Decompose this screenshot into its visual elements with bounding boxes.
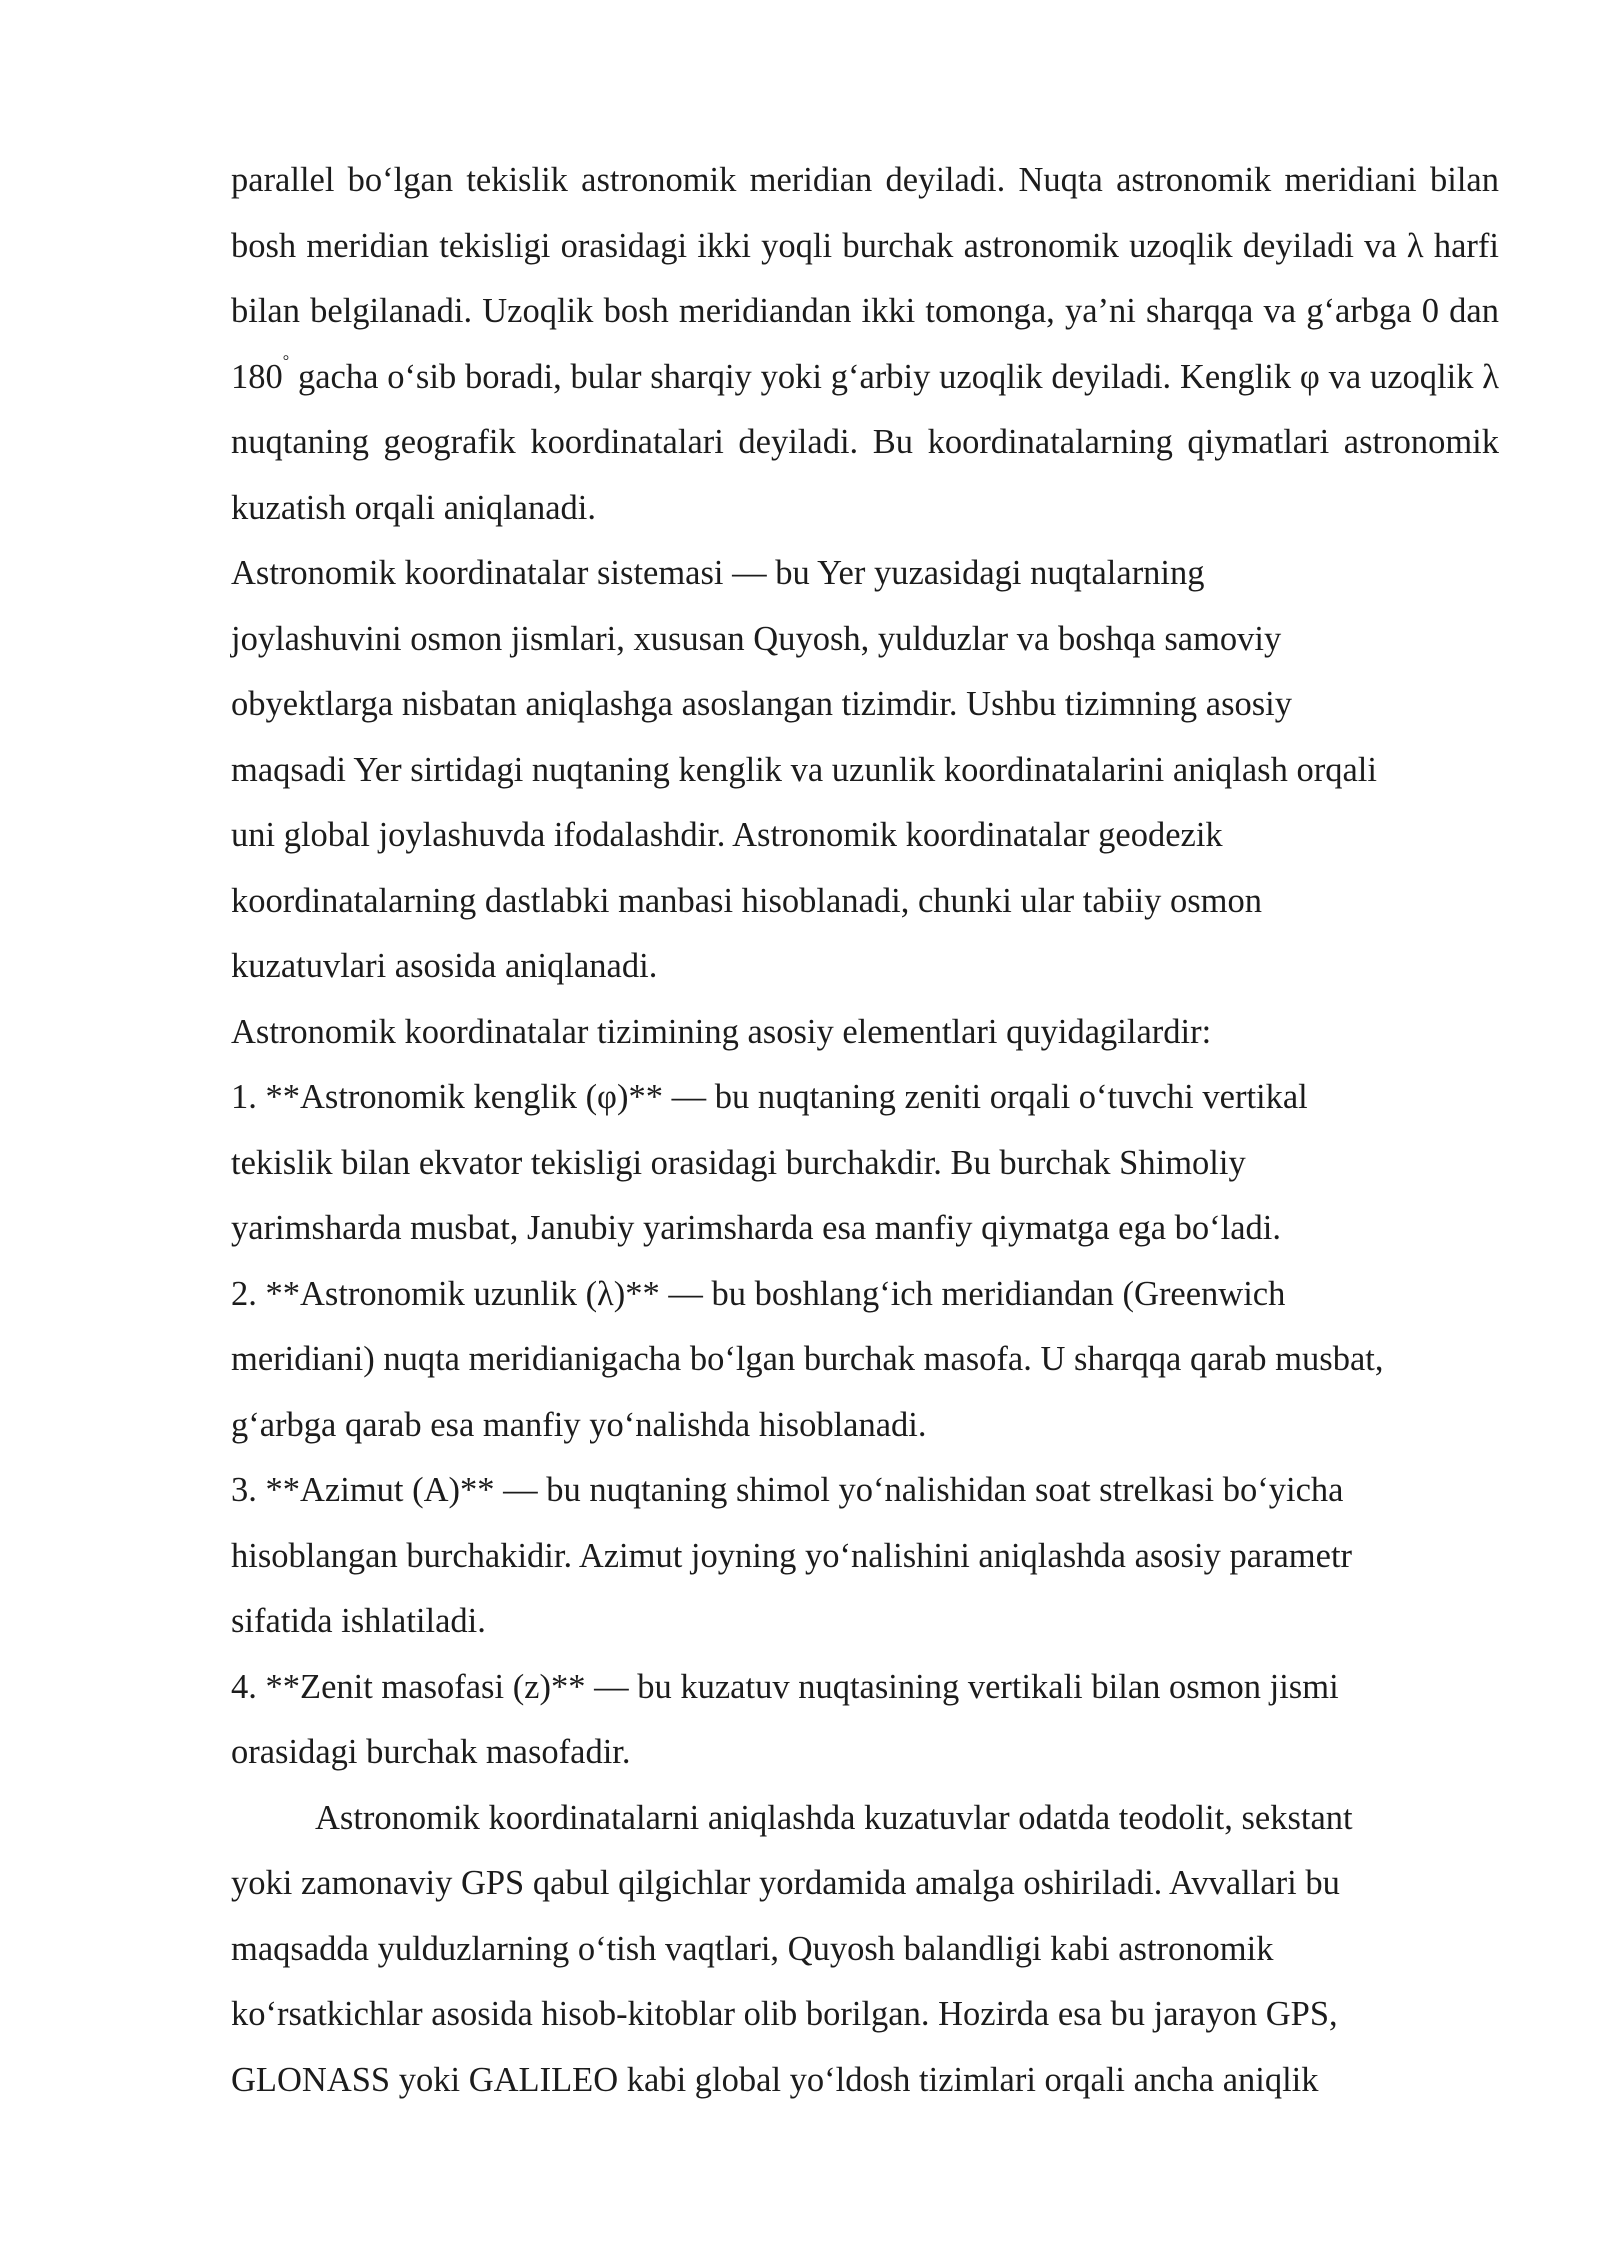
text-line: maqsadda yulduzlarning o‘tish vaqtlari, Quyosh balandligi kabi astronomik	[231, 1929, 1274, 1968]
text-line: orasidagi burchak masofadir.	[231, 1733, 631, 1771]
text-line: meridiani) nuqta meridianigacha bo‘lgan burchak masofa. U sharqqa qarab musbat,	[231, 1340, 1384, 1378]
paragraph-text-part1: parallel bo‘lgan tekislik astronomik meridian deyiladi. Nuqta astronomik meridiani bilan bosh meridian tekisligi orasidagi ikki yoqli burchak astronomik uzoqlik deyiladi va λ harfi bilan belgilanadi. Uzoqlik bosh meridiandan ikki tomonga, ya’ni sharqqa va g‘arbga 0 dan 180	[231, 161, 1499, 396]
text-line: tekislik bilan ekvator tekisligi orasidagi burchakdir. Bu burchak Shimoliy	[231, 1143, 1246, 1182]
document-body	[231, 148, 1499, 2113]
text-line: 3. **Azimut (A)** — bu nuqtaning shimol yo‘nalishidan soat strelkasi bo‘yicha	[231, 1471, 1344, 1509]
degree-sign: °	[282, 352, 290, 370]
text-line: 1. **Astronomik kenglik (φ)** — bu nuqtaning zeniti orqali o‘tuvchi vertikal	[231, 1078, 1308, 1116]
paragraph-coordinate-system	[231, 541, 1499, 1000]
text-line: GLONASS yoki GALILEO kabi global yo‘ldosh tizimlari orqali ancha aniqlik	[231, 2060, 1319, 2099]
list-item-zenith-distance	[231, 1655, 1499, 1786]
text-line: joylashuvini osmon jismlari, xususan Quyosh, yulduzlar va boshqa samoviy	[231, 619, 1282, 658]
text-line: sifatida ishlatiladi.	[231, 1602, 486, 1640]
text-line: 2. **Astronomik uzunlik (λ)** — bu boshlang‘ich meridiandan (Greenwich	[231, 1274, 1286, 1313]
paragraph-text-part2: gacha o‘sib boradi, bular sharqiy yoki g‘arbiy uzoqlik deyiladi. Kenglik φ va uzoqlik λ nuqtaning geografik koordinatalari deyiladi. Bu koordinatalarning qiymatlari astronomik kuzatish orqali aniqlanadi.	[231, 357, 1499, 527]
text-line: Astronomik koordinatalarni aniqlashda kuzatuvlar odatda teodolit, sekstant	[315, 1798, 1353, 1837]
text-line: Astronomik koordinatalar sistemasi — bu Yer yuzasidagi nuqtalarning	[231, 554, 1205, 592]
list-item-azimuth	[231, 1458, 1499, 1655]
text-line: kuzatuvlari asosida aniqlanadi.	[231, 947, 658, 985]
paragraph-observation-methods	[231, 1786, 1499, 2114]
text-line: g‘arbga qarab esa manfiy yo‘nalishda hisoblanadi.	[231, 1405, 927, 1444]
text-line: maqsadi Yer sirtidagi nuqtaning kenglik va uzunlik koordinatalarini aniqlash orqali	[231, 750, 1377, 789]
list-item-longitude	[231, 1262, 1499, 1459]
paragraph-elements-intro: Astronomik koordinatalar tizimining asosiy elementlari quyidagilardir:	[231, 1012, 1212, 1051]
text-line: obyektlarga nisbatan aniqlashga asoslangan tizimdir. Ushbu tizimning asosiy	[231, 685, 1293, 723]
text-line: yoki zamonaviy GPS qabul qilgichlar yordamida amalga oshiriladi. Avvallari bu	[231, 1864, 1340, 1902]
text-line: hisoblangan burchakidir. Azimut joyning yo‘nalishini aniqlashda asosiy parametr	[231, 1536, 1353, 1575]
list-item-latitude	[231, 1065, 1499, 1262]
text-line: uni global joylashuvda ifodalashdir. Astronomik koordinatalar geodezik	[231, 816, 1223, 854]
paragraph-meridian-longitude	[231, 148, 1499, 541]
text-line: ko‘rsatkichlar asosida hisob-kitoblar olib borilgan. Hozirda esa bu jarayon GPS,	[231, 1995, 1338, 2033]
text-line: koordinatalarning dastlabki manbasi hisoblanadi, chunki ular tabiiy osmon	[231, 881, 1262, 920]
text-line: 4. **Zenit masofasi (z)** — bu kuzatuv nuqtasining vertikali bilan osmon jismi	[231, 1667, 1339, 1706]
text-line: yarimsharda musbat, Janubiy yarimsharda esa manfiy qiymatga ega bo‘ladi.	[231, 1209, 1282, 1247]
